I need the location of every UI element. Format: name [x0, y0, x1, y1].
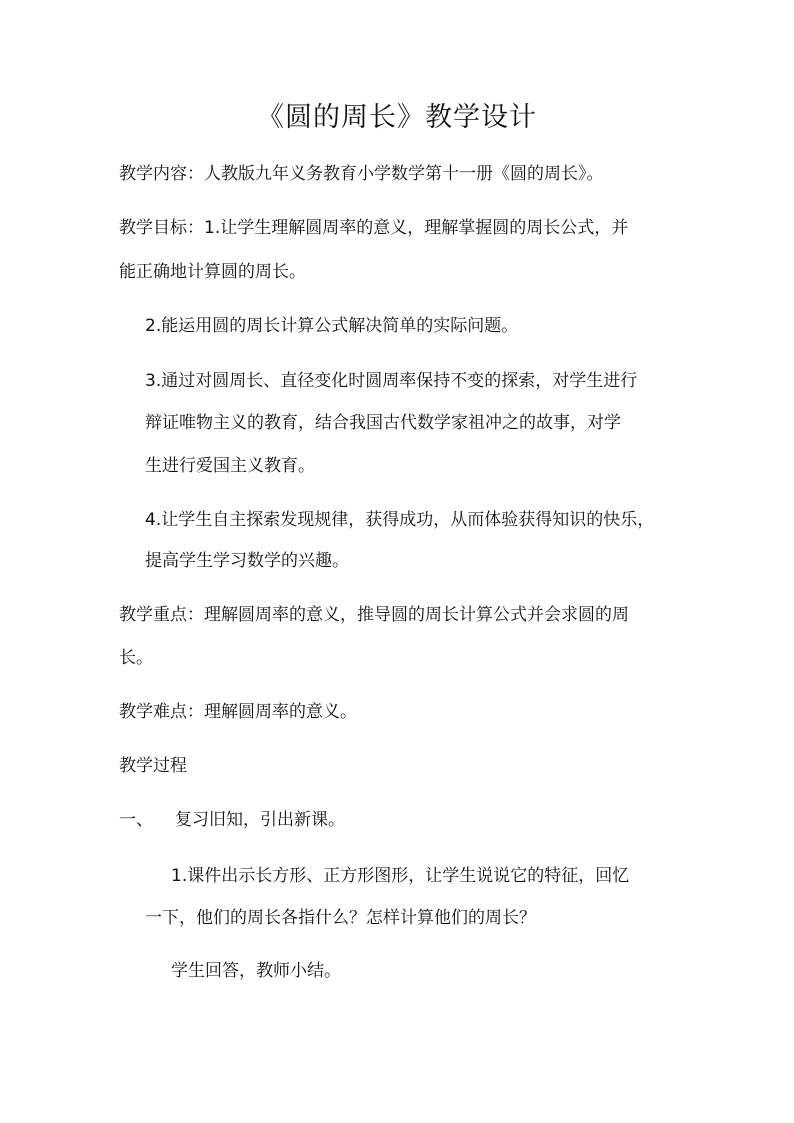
objective-3-line-2: 辩证唯物主义的教育，结合我国古代数学家祖冲之的故事，对学: [145, 413, 621, 433]
teaching-objectives-line-1: [119, 214, 679, 242]
objective-1-line-1: 1.让学生理解圆周率的意义，理解掌握圆的周长公式，并: [204, 218, 629, 238]
teaching-process-heading: 教学过程: [119, 756, 187, 776]
objective-1-line-2: 能正确地计算圆的周长。: [119, 262, 306, 282]
objective-3-line-1: 3.通过对圆周长、直径变化时圆周率保持不变的探索，对学生进行: [145, 371, 638, 391]
difficult-points-label: 教学难点：: [119, 702, 204, 722]
key-points-label: 教学重点：: [119, 605, 204, 625]
process-section-1: [119, 806, 679, 834]
teacher-summary: 学生回答，教师小结。: [171, 961, 341, 981]
page-title: 《圆的周长》教学设计: [257, 102, 537, 133]
objective-3-line-3: 生进行爱国主义教育。: [145, 456, 315, 476]
teaching-objectives-label: 教学目标：: [119, 218, 204, 238]
key-points-line-2: 长。: [119, 648, 153, 668]
teaching-content-label: 教学内容：: [119, 164, 204, 184]
teaching-content-line: [119, 160, 679, 188]
process-section-number: 一、: [119, 810, 153, 830]
process-step-1-line-1: 1.课件出示长方形、正方形图形，让学生说说它的特征，回忆: [171, 866, 630, 886]
objective-4-line-2: 提高学生学习数学的兴趣。: [145, 551, 349, 571]
process-step-1-line-2: 一下，他们的周长各指什么？怎样计算他们的周长？: [145, 908, 536, 928]
teaching-content-text: 人教版九年义务教育小学数学第十一册《圆的周长》。: [204, 164, 604, 184]
process-section-title: 复习旧知，引出新课。: [175, 810, 345, 830]
key-points-text-1: 理解圆周率的意义，推导圆的周长计算公式并会求圆的周: [204, 605, 629, 625]
difficult-points-line: [119, 698, 679, 726]
objective-4-line-1: 4.让学生自主探索发现规律，获得成功，从而体验获得知识的快乐，: [145, 510, 655, 530]
difficult-points-text: 理解圆周率的意义。: [204, 702, 357, 722]
key-points-line-1: [119, 601, 679, 629]
objective-2: 2.能运用圆的周长计算公式解决简单的实际问题。: [145, 316, 519, 336]
